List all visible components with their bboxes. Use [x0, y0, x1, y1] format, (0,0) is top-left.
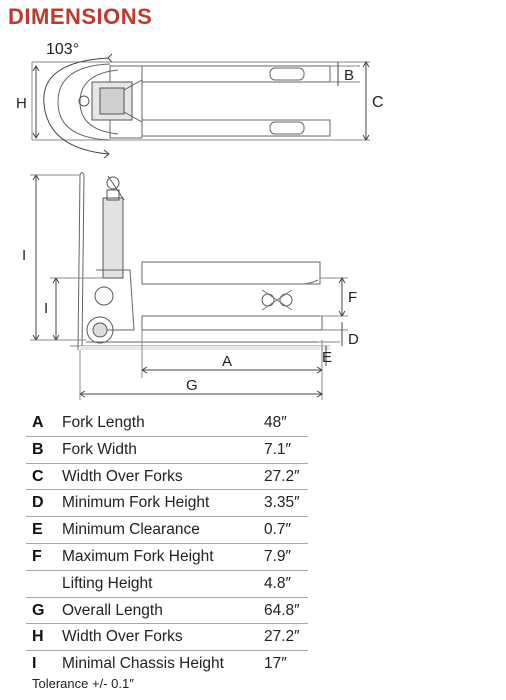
- label-f: F: [348, 289, 358, 306]
- spec-value: 27.2″: [264, 628, 300, 646]
- label-i-large: I: [22, 247, 27, 264]
- spec-row-d: [26, 490, 308, 517]
- spec-letter: H: [32, 628, 44, 646]
- spec-row-b: [26, 437, 308, 464]
- side-view: [30, 173, 348, 401]
- spec-row-e: [26, 517, 308, 544]
- page-title: DIMENSIONS: [8, 4, 153, 29]
- spec-table: [26, 410, 308, 677]
- spec-value: 27.2″: [264, 467, 300, 485]
- label-a: A: [222, 353, 233, 370]
- spec-value: 4.8″: [264, 574, 292, 592]
- spec-row-g: [26, 598, 308, 625]
- spec-description: Lifting Height: [62, 574, 153, 592]
- spec-letter: E: [32, 521, 43, 539]
- spec-description: Minimum Clearance: [62, 521, 200, 539]
- top-view: [32, 54, 370, 158]
- spec-description: Width Over Forks: [62, 628, 183, 646]
- spec-letter: D: [32, 494, 44, 512]
- spec-row-i: [26, 651, 308, 677]
- spec-letter: G: [32, 601, 45, 619]
- label-b-top: B: [344, 67, 355, 84]
- spec-value: 64.8″: [264, 601, 300, 619]
- spec-row-c: [26, 464, 308, 491]
- label-d: D: [348, 331, 359, 348]
- spec-row-f: [26, 544, 308, 571]
- spec-description: Width Over Forks: [62, 467, 183, 485]
- spec-value: 0.7″: [264, 521, 292, 539]
- spec-row-lifting-height: [26, 571, 308, 598]
- spec-description: Minimum Fork Height: [62, 494, 210, 512]
- spec-description: Maximum Fork Height: [62, 547, 214, 565]
- label-c: C: [372, 94, 384, 111]
- tolerance-note: Tolerance +/- 0.1″: [32, 676, 134, 691]
- spec-description: Fork Length: [62, 414, 145, 431]
- label-e: E: [322, 349, 333, 366]
- spec-value: 7.1″: [264, 440, 292, 458]
- label-g: G: [186, 377, 198, 394]
- spec-value: 17″: [264, 655, 287, 673]
- spec-description: Minimal Chassis Height: [62, 655, 224, 673]
- spec-letter: F: [32, 547, 42, 565]
- spec-description: Fork Width: [62, 440, 137, 458]
- spec-letter: I: [32, 655, 37, 673]
- spec-letter: B: [32, 440, 44, 458]
- spec-value: 7.9″: [264, 547, 292, 565]
- spec-row-h: [26, 624, 308, 651]
- angle-label: 103°: [46, 41, 80, 58]
- spec-letter: A: [32, 414, 44, 431]
- label-i-small: I: [44, 300, 49, 317]
- spec-value: 48″: [264, 414, 287, 431]
- spec-value: 3.35″: [264, 494, 300, 512]
- spec-row-a: [26, 410, 308, 437]
- spec-description: Overall Length: [62, 601, 163, 619]
- spec-letter: C: [32, 467, 44, 485]
- label-h: H: [16, 95, 27, 112]
